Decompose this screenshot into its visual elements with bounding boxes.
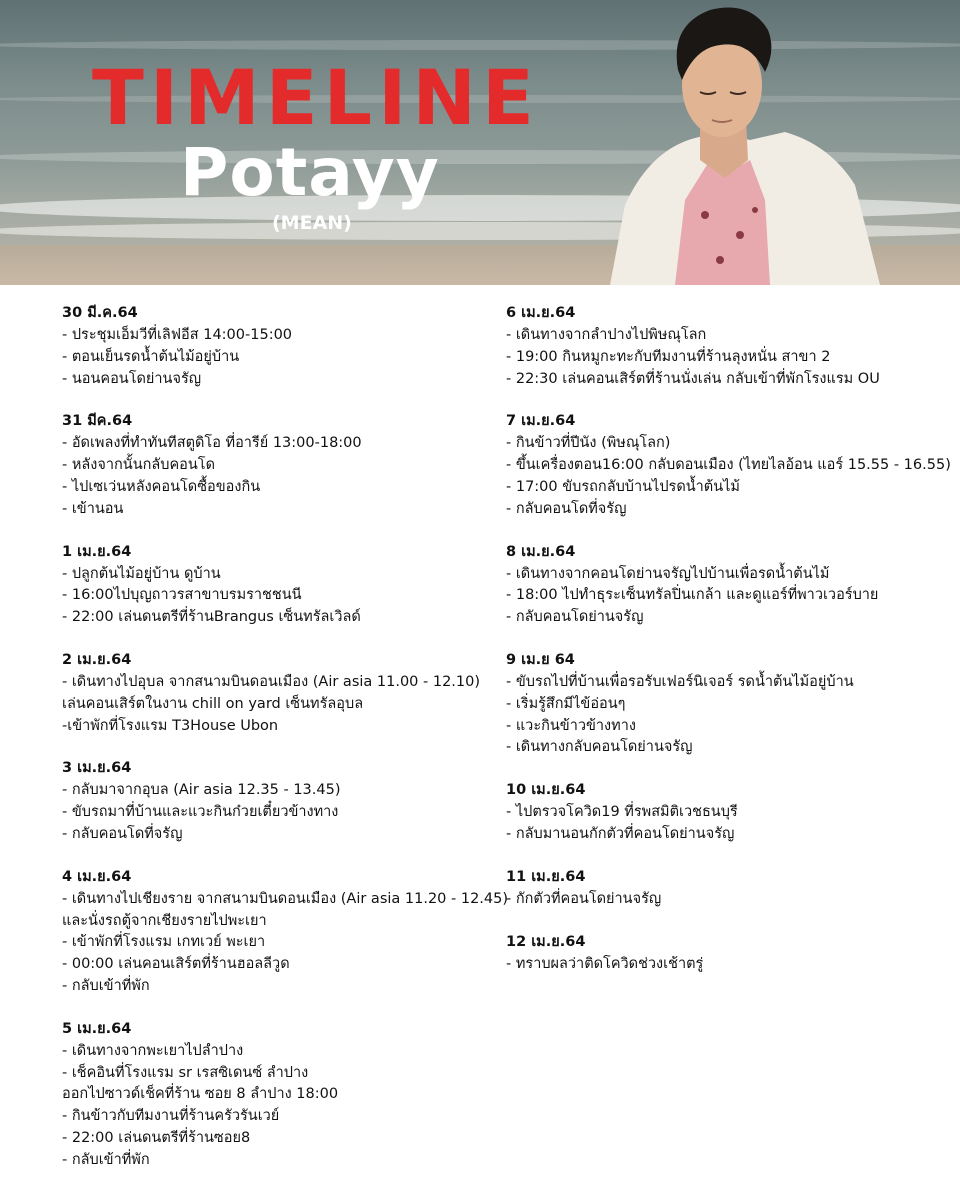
activity-line: - 18:00 ไปทำธุระเซ็นทรัลปิ่นเกล้า และดูแอร์ที่พาวเวอร์บาย	[506, 587, 879, 604]
day-date: 30 มี.ค.64	[62, 305, 138, 321]
day-entry	[62, 866, 509, 998]
day-entry	[506, 866, 951, 911]
activity-line: - ตอนเย็นรดน้ำต้นไม้อยู่บ้าน	[62, 348, 240, 365]
day-entry	[506, 541, 951, 629]
day-entry	[62, 302, 502, 390]
activity-line: - เข้านอน	[62, 500, 124, 517]
activity-line: - เดินทางไปเชียงราย จากสนามบินดอนเมือง (Air asia 11.20 - 12.45)	[62, 890, 509, 907]
activity-line: - กลับมานอนกักตัวที่คอนโดย่านจรัญ	[506, 825, 735, 842]
activity-line: - เช็คอินที่โรงแรม sr เรสซิเดนซ์ ลำปาง	[62, 1064, 309, 1081]
activity-line: - ปลูกต้นไม้อยู่บ้าน ดูบ้าน	[62, 565, 221, 582]
activity-line: - เริ่มรู้สึกมีไข้อ่อนๆ	[506, 695, 626, 712]
activity-line: - กินข้าวที่ปีนัง (พิษณุโลก)	[506, 435, 671, 452]
activity-line: - กลับเข้าที่พัก	[62, 977, 150, 994]
page-title: TIMELINE	[92, 53, 540, 142]
activity-line: - นอนคอนโดย่านจรัญ	[62, 370, 202, 387]
activity-line: - กลับเข้าที่พัก	[62, 1151, 150, 1168]
day-entry	[506, 931, 951, 976]
activity-line: - 00:00 เล่นคอนเสิร์ตที่ร้านฮอลลีวูด	[62, 956, 290, 973]
day-date: 2 เม.ย.64	[62, 651, 132, 668]
day-date: 11 เม.ย.64	[506, 868, 586, 885]
activity-line: - 19:00 กินหมูกะทะกับทีมงานที่ร้านลุงหนั่น สาขา 2	[506, 348, 831, 365]
activity-line: - แวะกินข้าวข้างทาง	[506, 717, 636, 734]
day-date: 12 เม.ย.64	[506, 933, 586, 950]
day-date: 8 เม.ย.64	[506, 543, 576, 560]
day-date: 1 เม.ย.64	[62, 543, 132, 560]
timeline-right-column	[506, 302, 951, 995]
day-entry	[506, 649, 951, 759]
artist-subtitle: (MEAN)	[272, 212, 352, 234]
activity-line: - 17:00 ขับรถกลับบ้านไปรดน้ำต้นไม้	[506, 478, 740, 495]
activity-line: - กลับคอนโดที่จรัญ	[62, 825, 183, 842]
activity-line: - ไปตรวจโควิด19 ที่รพสมิติเวชธนบุรี	[506, 804, 738, 821]
activity-line: - 22:00 เล่นดนตรีที่ร้านซอย8	[62, 1129, 251, 1146]
activity-line: -เข้าพักที่โรงแรม T3House Ubon	[62, 717, 279, 734]
activity-line: - กักตัวที่คอนโดย่านจรัญ	[506, 890, 662, 907]
artist-name: Potayy	[180, 134, 440, 211]
day-date: 5 เม.ย.64	[62, 1020, 132, 1037]
activity-line: - เดินทางไปอุบล จากสนามบินดอนเมือง (Air asia 11.00 - 12.10)	[62, 673, 481, 690]
day-entry	[62, 1018, 502, 1172]
activity-line: - อัดเพลงที่ทำทันทีสตูดิโอ ที่อารีย์ 13:00-18:00	[62, 435, 362, 452]
header-banner	[0, 0, 960, 285]
activity-line: ออกไปซาวด์เช็คที่ร้าน ซอย 8 ลำปาง 18:00	[62, 1086, 339, 1103]
activity-line: - เข้าพักที่โรงแรม เกทเวย์ พะเยา	[62, 934, 266, 951]
day-date: 10 เม.ย.64	[506, 782, 586, 799]
activity-line: - ขึ้นเครื่องตอน16:00 กลับดอนเมือง (ไทยไลอ้อน แอร์ 15.55 - 16.55)	[506, 457, 951, 474]
day-date: 6 เม.ย.64	[506, 305, 576, 321]
activity-line: - เดินทางกลับคอนโดย่านจรัญ	[506, 739, 693, 756]
timeline-left-column	[62, 302, 509, 1192]
activity-line: - กลับคอนโดที่จรัญ	[506, 500, 627, 517]
person-photo	[600, 0, 890, 285]
activity-line: - 22:30 เล่นคอนเสิร์ตที่ร้านนั่งเล่น กลับเข้าที่พักโรงแรม OU	[506, 370, 880, 387]
activity-line: - กินข้าวกับทีมงานที่ร้านครัวรันเวย์	[62, 1108, 280, 1125]
day-date: 3 เม.ย.64	[62, 760, 132, 777]
activity-line: - เดินทางจากพะเยาไปลำปาง	[62, 1042, 244, 1059]
activity-line: - หลังจากนั้นกลับคอนโด	[62, 457, 216, 474]
activity-line: - ขับรถไปที่บ้านเพื่อรอรับเฟอร์นิเจอร์ รดน้ำต้นไม้อยู่บ้าน	[506, 673, 854, 690]
activity-line: - 22:00 เล่นดนตรีที่ร้านBrangus เซ็นทรัลเวิลด์	[62, 609, 361, 626]
activity-line: - 16:00ไปบุญถาวรสาขาบรมราชชนนี	[62, 587, 302, 604]
day-entry	[506, 410, 951, 520]
activity-line: - เดินทางจากลำปางไปพิษณุโลก	[506, 327, 707, 343]
day-entry	[506, 302, 951, 390]
day-entry	[506, 779, 951, 846]
day-date: 7 เม.ย.64	[506, 413, 576, 430]
day-entry	[62, 757, 502, 845]
activity-line: เล่นคอนเสิร์ตในงาน chill on yard เซ็นทรัลอุบล	[62, 695, 364, 712]
day-entry	[62, 541, 502, 629]
activity-line: - กลับมาจากอุบล (Air asia 12.35 - 13.45)	[62, 782, 341, 799]
day-entry	[62, 410, 502, 520]
day-entry	[62, 649, 502, 737]
day-date: 9 เม.ย 64	[506, 651, 575, 668]
activity-line: - ทราบผลว่าติดโควิดช่วงเช้าตรู่	[506, 955, 704, 972]
activity-line: - เดินทางจากคอนโดย่านจรัญไปบ้านเพื่อรดน้ำต้นไม้	[506, 565, 830, 582]
activity-line: - กลับคอนโดย่านจรัญ	[506, 609, 644, 626]
activity-line: และนั่งรถตู้จากเชียงรายไปพะเยา	[62, 912, 267, 929]
activity-line: - ขับรถมาที่บ้านและแวะกินก๋วยเตี๋ยวข้างทาง	[62, 804, 339, 821]
day-date: 31 มีค.64	[62, 413, 133, 430]
day-date: 4 เม.ย.64	[62, 868, 132, 885]
activity-line: - ไปเซเว่นหลังคอนโดซื้อของกิน	[62, 478, 261, 495]
activity-line: - ประชุมเอ็มวีที่เลิฟอีส 14:00-15:00	[62, 327, 293, 343]
